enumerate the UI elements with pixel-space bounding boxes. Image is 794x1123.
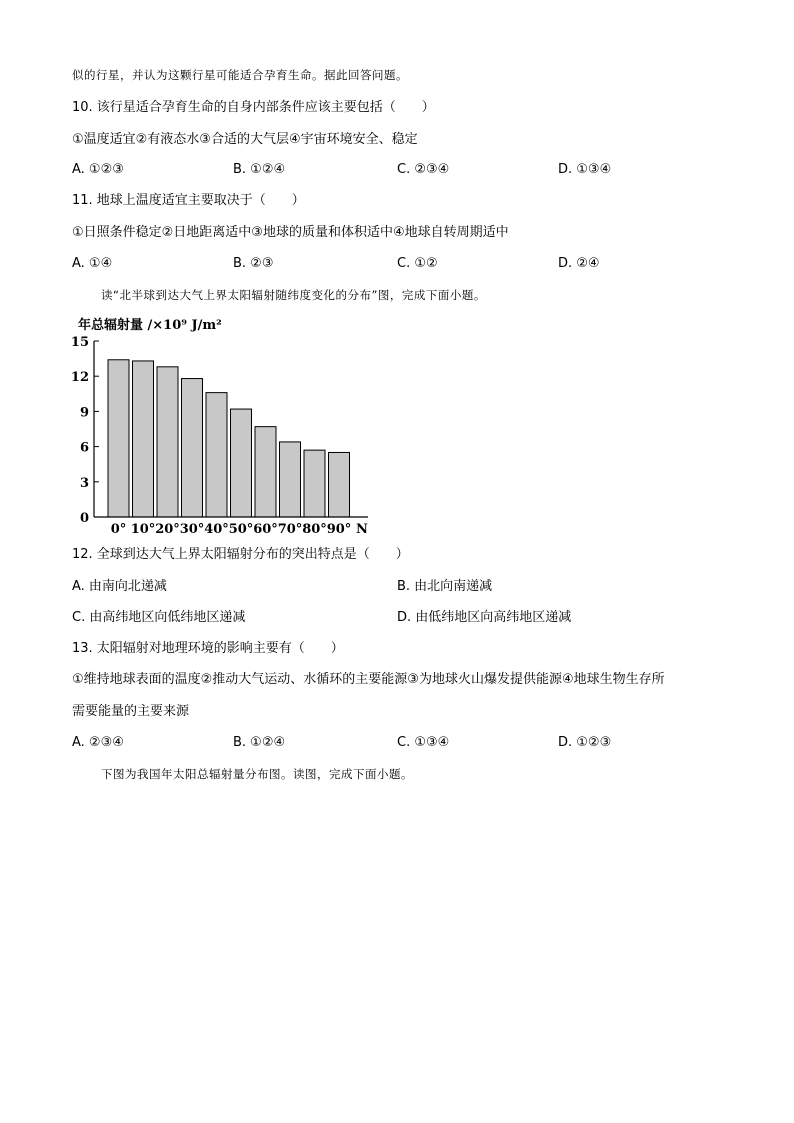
question-13-stem: 13. 太阳辐射对地理环境的影响主要有（ ） (72, 641, 344, 656)
chart-y-axis-label: 年总辐射量 /×10⁹ J/m² (78, 318, 222, 333)
x-tick-label: 80° (302, 522, 327, 537)
x-tick-label: 30° (179, 522, 205, 537)
question-12-option-a: A. 由南向北递减 (72, 579, 167, 594)
question-10-option-d: D. ①③④ (558, 162, 612, 177)
question-10-option-b: B. ①②④ (233, 162, 286, 177)
question-13-items-line-2: 需要能量的主要来源 (72, 704, 190, 719)
question-11-items: ①日照条件稳定②日地距离适中③地球的质量和体积适中④地球自转周期适中 (72, 225, 509, 240)
y-tick-label: 3 (79, 475, 89, 491)
y-tick-label: 9 (79, 405, 89, 421)
question-13-option-d: D. ①②③ (558, 735, 612, 750)
question-11-stem: 11. 地球上温度适宜主要取决于（ ） (72, 193, 305, 208)
intro-text-top: 似的行星，并认为这颗行星可能适合孕育生命。据此回答问题。 (72, 68, 408, 82)
radiation-bar-chart (60, 312, 380, 537)
bar-40° (206, 393, 227, 517)
question-13-option-b: B. ①②④ (233, 735, 286, 750)
question-11-option-d: D. ②④ (558, 256, 600, 271)
question-12-stem: 12. 全球到达大气上界太阳辐射分布的突出特点是（ ） (72, 547, 409, 562)
bar-70° (280, 442, 301, 517)
x-tick-label: 20° (155, 522, 180, 537)
x-tick-label: 40° (204, 522, 229, 537)
intro-text-bottom: 下图为我国年太阳总辐射量分布图。读图，完成下面小题。 (101, 767, 413, 781)
question-12-option-b: B. 由北向南递减 (397, 579, 493, 594)
question-13-option-c: C. ①③④ (397, 735, 450, 750)
x-tick-label: 70° (277, 522, 303, 537)
question-10-stem: 10. 该行星适合孕育生命的自身内部条件应该主要包括（ ） (72, 100, 435, 115)
y-tick-label: 12 (70, 370, 89, 386)
bar-0° (108, 360, 129, 517)
x-tick-label: 90° (326, 522, 352, 537)
bar-20° (157, 367, 178, 517)
intro-text-chart: 读“北半球到达大气上界太阳辐射随纬度变化的分布”图，完成下面小题。 (101, 288, 486, 302)
bar-60° (255, 427, 276, 517)
question-13-items-line-1: ①维持地球表面的温度②推动大气运动、水循环的主要能源③为地球火山爆发提供能源④地球生物生存所 (72, 672, 665, 687)
bar-80° (304, 450, 325, 517)
y-tick-label: 15 (70, 335, 89, 350)
x-tick-label: 60° (253, 522, 278, 537)
question-12-option-d: D. 由低纬地区向高纬地区递减 (397, 610, 572, 625)
bar-10° (133, 361, 154, 517)
question-10-items: ①温度适宜②有液态水③合适的大气层④宇宙环境安全、稳定 (72, 132, 418, 147)
question-10-option-c: C. ②③④ (397, 162, 450, 177)
x-tick-label: 50° (228, 522, 254, 537)
y-tick-label: 6 (79, 440, 89, 456)
x-axis-unit: N (356, 522, 368, 537)
question-12-option-c: C. 由高纬地区向低纬地区递减 (72, 610, 246, 625)
x-tick-label: 0° (110, 522, 127, 537)
bar-30° (182, 379, 203, 517)
question-10-option-a: A. ①②③ (72, 162, 124, 177)
x-tick-label: 10° (130, 522, 156, 537)
y-tick-label: 0 (79, 511, 89, 526)
question-13-option-a: A. ②③④ (72, 735, 124, 750)
bar-50° (231, 409, 252, 517)
question-11-option-b: B. ②③ (233, 256, 274, 271)
bar-90° (329, 452, 350, 517)
question-11-option-a: A. ①④ (72, 256, 113, 271)
question-11-option-c: C. ①② (397, 256, 438, 271)
